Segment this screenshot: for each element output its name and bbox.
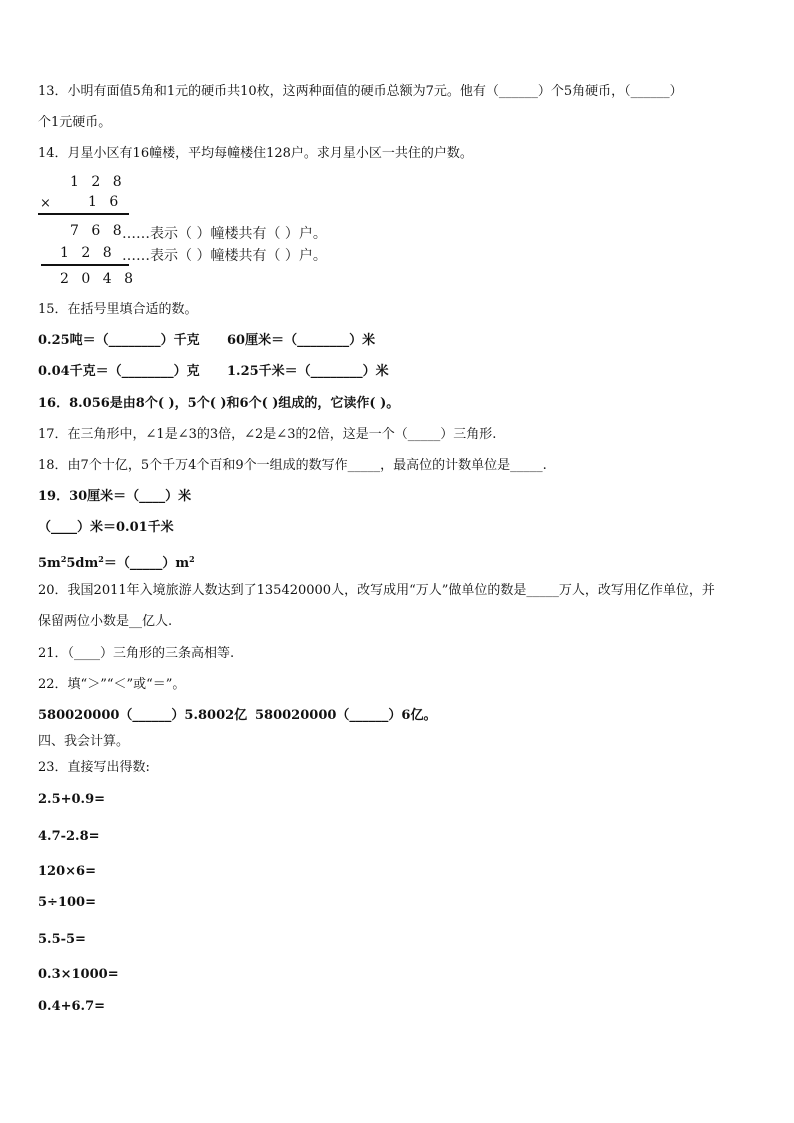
q22-compare-b: 580020000（______）6亿。 (255, 708, 437, 723)
partial-product-2: 1 2 8 (60, 245, 116, 261)
q15-row1-a: 0.25吨＝（________）千克 (38, 333, 200, 348)
partial-1-note: ……表示（ ）幢楼共有（ ）户。 (122, 226, 327, 242)
partial-2-note: ……表示（ ）幢楼共有（ ）户。 (122, 248, 327, 264)
partial-product-1: 7 6 8 (70, 223, 126, 239)
q19-line3 (38, 551, 195, 572)
calc-item: 2.5+0.9= (38, 792, 106, 807)
q13-line2: 个1元硬币。 (38, 115, 112, 130)
times-sign: × (40, 196, 55, 211)
multiplier: 1 6 (88, 194, 123, 210)
rule-line-2 (41, 264, 129, 266)
sup-1: 2 (60, 554, 67, 564)
calc-item: 5.5-5= (38, 932, 86, 947)
q17-question: 17．在三角形中，∠1是∠3的3倍，∠2是∠3的2倍，这是一个（_____）三角形. (38, 427, 497, 442)
section-heading: 四、我会计算。 (38, 734, 130, 749)
final-product: 2 0 4 8 (60, 271, 137, 287)
q19-l3-a: 5m (38, 556, 61, 571)
calc-item: 4.7-2.8= (38, 829, 100, 844)
rule-line-1 (38, 213, 129, 215)
q19-l3-c: ＝（_____）m (103, 556, 190, 571)
q22-compare-a: 580020000（______）5.8002亿 (38, 708, 248, 723)
q20-line1: 20．我国2011年入境旅游人数达到了135420000人，改写成用“万人”做单位的数是_____万人，改写用亿作单位，并 (38, 583, 715, 598)
q22-question: 22．填“＞”“＜”或“＝”。 (38, 677, 186, 692)
q15-row2-b: 1.25千米＝（________）米 (227, 364, 389, 379)
sup-2: 2 (98, 554, 104, 564)
q15-row2-a: 0.04千克＝（________）克 (38, 364, 200, 379)
q15-question: 15．在括号里填合适的数。 (38, 302, 198, 317)
q15-row1-b: 60厘米＝（________）米 (227, 333, 376, 348)
q13-line1: 13．小明有面值5角和1元的硬币共10枚，这两种面值的硬币总额为7元。他有（______）个5角硬币，（______） (38, 84, 683, 99)
calc-item: 0.3×1000= (38, 967, 119, 982)
calc-item: 5÷100= (38, 895, 96, 910)
calc-item: 0.4+6.7= (38, 999, 106, 1014)
q18-question: 18．由7个十亿，5个千万4个百和9个一组成的数写作_____，最高位的计数单位是_____. (38, 458, 547, 473)
q19-l3-b: 5dm (66, 556, 99, 571)
multiplicand: 1 2 8 (70, 174, 126, 190)
calc-item: 120×6= (38, 864, 96, 879)
q19-line2: （____）米＝0.01千米 (38, 520, 174, 535)
sup-3: 2 (189, 554, 195, 564)
q21-question: 21．（____）三角形的三条高相等. (38, 646, 235, 661)
q20-line2: 保留两位小数是__亿人. (38, 614, 173, 629)
q14-question: 14．月星小区有16幢楼，平均每幢楼住128户。求月星小区一共住的户数。 (38, 146, 473, 161)
q19-line1: 19．30厘米＝（____）米 (38, 489, 192, 504)
q16-question: 16．8.056是由8个( )，5个( )和6个( )组成的，它读作( )。 (38, 396, 400, 411)
q23-question: 23．直接写出得数: (38, 760, 150, 775)
